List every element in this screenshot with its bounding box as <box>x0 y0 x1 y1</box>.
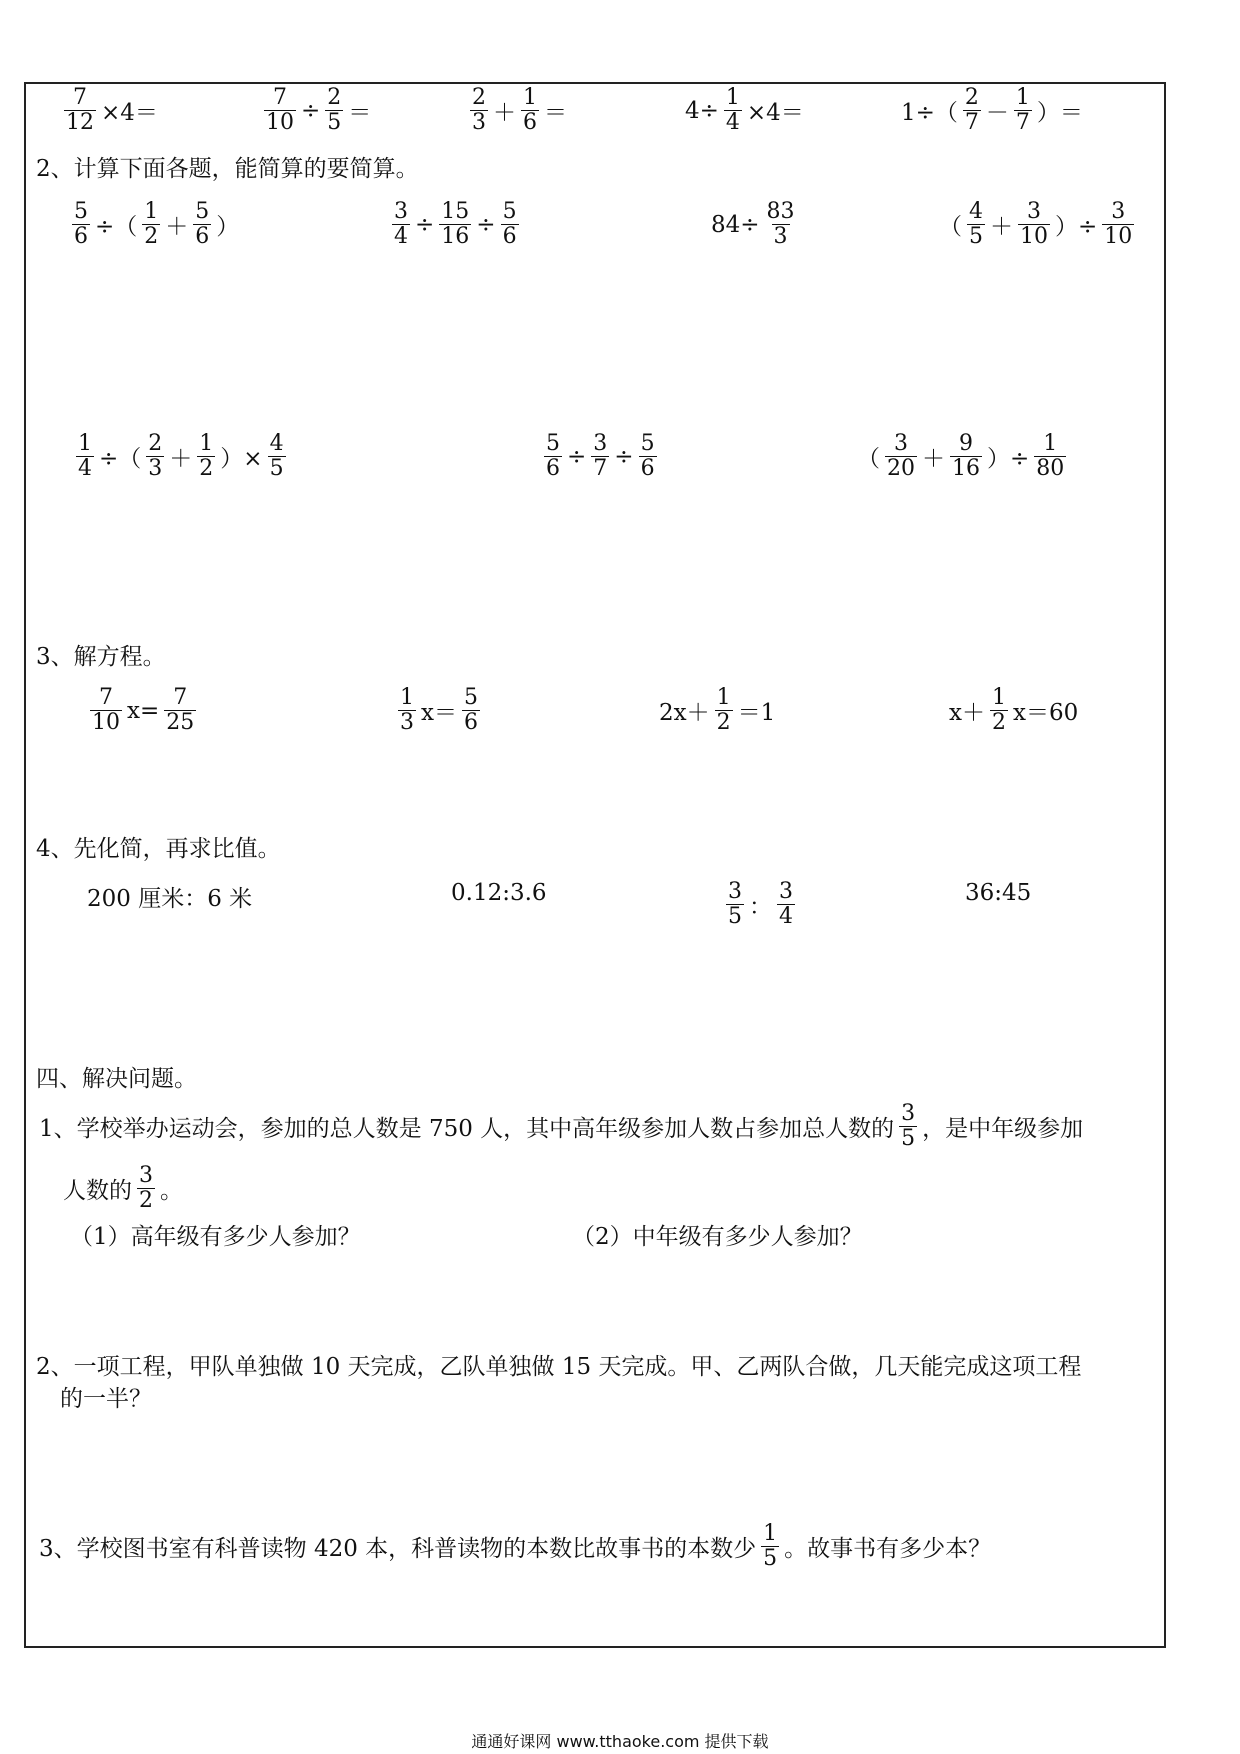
expr-sec3-2 <box>396 686 482 735</box>
denominator: 10 <box>92 710 120 735</box>
denominator: 7 <box>1015 110 1030 135</box>
denominator: 5 <box>763 1546 778 1571</box>
denominator: 4 <box>725 110 740 135</box>
fraction <box>715 686 733 735</box>
expr-text: x= <box>127 697 160 724</box>
denominator: 2 <box>716 710 731 735</box>
expr-text: x＝60 <box>1012 700 1079 726</box>
expr-text: ＋ <box>165 214 189 240</box>
expr-text: ÷ <box>415 211 435 238</box>
expr-text: 84÷ <box>711 211 760 238</box>
fraction <box>72 200 90 249</box>
expr-text: ）＝ <box>1036 100 1083 126</box>
expr-text: ÷（ <box>95 214 138 240</box>
expr-text: （ <box>939 214 962 240</box>
expr-text: ，是中年级参加 <box>922 1116 1084 1142</box>
section3-title: 3、解方程。 <box>36 644 166 670</box>
numerator: 2 <box>148 431 163 456</box>
numerator: 4 <box>269 431 284 456</box>
expr-text: ×4＝ <box>101 100 158 126</box>
part4-title: 四、解决问题。 <box>36 1066 197 1092</box>
expr-text: ÷（ <box>99 446 142 472</box>
footer-credit: 通通好课网 www.tthaoke.com 提供下载 <box>471 1732 769 1751</box>
expr-text: ＋ <box>922 446 945 472</box>
expr-sec2-r2-2 <box>542 432 659 481</box>
numerator: 1 <box>991 685 1006 710</box>
numerator: 1 <box>716 685 731 710</box>
expr-text: ）÷ <box>1055 214 1098 240</box>
numerator: 5 <box>640 431 655 456</box>
section4-title: 4、先化简，再求比值。 <box>36 836 281 862</box>
denominator: 4 <box>78 456 92 481</box>
expr-text: 1、学校举办运动会，参加的总人数是 750 人，其中高年级参加人数占参加总人数的 <box>39 1116 895 1142</box>
numerator: 3 <box>901 1101 916 1126</box>
fraction <box>967 200 985 249</box>
numerator: 1 <box>523 85 537 110</box>
numerator: 3 <box>1111 199 1126 224</box>
expr-sec4-1 <box>84 880 255 913</box>
numerator: 15 <box>441 199 470 224</box>
fraction <box>325 86 343 135</box>
denominator: 5 <box>327 110 342 135</box>
fraction <box>1102 200 1134 249</box>
expr-sec4-2 <box>448 880 550 906</box>
numerator: 3 <box>394 199 408 224</box>
denominator: 2 <box>991 710 1006 735</box>
numerator: 2 <box>472 85 486 110</box>
numerator: 83 <box>766 199 795 224</box>
fraction <box>1018 200 1050 249</box>
fraction <box>639 432 657 481</box>
fraction <box>521 86 539 135</box>
denominator: 25 <box>166 710 195 735</box>
expr-text: ÷ <box>567 443 587 470</box>
expr-sec3-3 <box>656 686 778 735</box>
denominator: 10 <box>266 110 294 135</box>
problem2-line1: 2、一项工程，甲队单独做 10 天完成，乙队单独做 15 天完成。甲、乙两队合做，几天能完成这项工程 <box>36 1354 1082 1380</box>
expr-text: ÷ <box>476 211 496 238</box>
problem3-line <box>36 1522 994 1571</box>
denominator: 10 <box>1020 224 1048 249</box>
fraction <box>398 686 416 735</box>
expr-text: ）× <box>220 446 263 472</box>
denominator: 6 <box>640 456 655 481</box>
numerator: 1 <box>1043 431 1058 456</box>
expr-text: 2x＋ <box>659 700 710 726</box>
numerator: 2 <box>964 85 979 110</box>
numerator: 3 <box>1027 199 1041 224</box>
denominator: 6 <box>463 710 478 735</box>
numerator: 3 <box>593 431 608 456</box>
expr-sec2-r1-3 <box>708 200 799 249</box>
numerator: 5 <box>502 199 517 224</box>
denominator: 6 <box>502 224 517 249</box>
denominator: 2 <box>139 1188 153 1213</box>
numerator: 7 <box>99 685 113 710</box>
numerator: 7 <box>173 685 188 710</box>
numerator: 1 <box>725 85 740 110</box>
expr-text: 200 厘米：6 米 <box>87 886 253 912</box>
expr-row1-3 <box>468 86 570 135</box>
fraction <box>501 200 519 249</box>
denominator: 3 <box>472 110 486 135</box>
fraction <box>724 86 742 135</box>
denominator: 5 <box>969 224 983 249</box>
denominator: 4 <box>779 904 793 929</box>
expr-text: ＝1 <box>737 700 776 726</box>
numerator: 3 <box>894 431 908 456</box>
expr-text: 人数的 <box>63 1178 132 1204</box>
denominator: 6 <box>74 224 88 249</box>
denominator: 3 <box>148 456 163 481</box>
fraction <box>544 432 562 481</box>
fraction <box>439 200 471 249</box>
denominator: 3 <box>400 710 414 735</box>
numerator: 5 <box>463 685 478 710</box>
fraction <box>462 686 480 735</box>
fraction <box>64 86 96 135</box>
expr-text: ＝ <box>348 100 372 126</box>
expr-text: 3、学校图书室有科普读物 420 本，科普读物的本数比故事书的本数少 <box>39 1536 757 1562</box>
expr-sec2-r1-2 <box>390 200 521 249</box>
fraction <box>899 1102 917 1151</box>
expr-row1-2 <box>262 86 374 135</box>
fraction <box>142 200 160 249</box>
expr-text: － <box>985 100 1009 126</box>
expr-text: 1÷（ <box>901 100 958 126</box>
section2-title: 2、计算下面各题，能简算的要简算。 <box>36 156 419 182</box>
denominator: 4 <box>394 224 408 249</box>
fraction <box>146 432 164 481</box>
numerator: 1 <box>144 199 159 224</box>
fraction <box>268 432 286 481</box>
numerator: 3 <box>139 1163 153 1188</box>
expr-text: 。 <box>160 1178 183 1204</box>
denominator: 7 <box>593 456 608 481</box>
expr-text: ）÷ <box>987 446 1030 472</box>
fraction <box>90 686 122 735</box>
fraction <box>392 200 410 249</box>
denominator: 16 <box>441 224 470 249</box>
numerator: 7 <box>273 85 287 110</box>
worksheet-frame <box>24 82 1166 1648</box>
fraction <box>470 86 488 135</box>
fraction <box>591 432 609 481</box>
numerator: 9 <box>959 431 973 456</box>
fraction <box>264 86 296 135</box>
expr-row1-1 <box>62 86 161 135</box>
numerator: 1 <box>78 431 92 456</box>
fraction <box>164 686 196 735</box>
expr-text: 36:45 <box>965 880 1032 906</box>
denominator: 20 <box>887 456 915 481</box>
denominator: 10 <box>1104 224 1133 249</box>
expr-text: 4÷ <box>685 97 719 124</box>
expr-sec2-r2-1 <box>74 432 288 481</box>
problem1-line1 <box>36 1102 1086 1151</box>
fraction <box>950 432 982 481</box>
denominator: 6 <box>546 456 560 481</box>
fraction <box>963 86 981 135</box>
expr-text: x＝ <box>421 700 457 726</box>
numerator: 1 <box>763 1521 778 1546</box>
fraction <box>1014 86 1032 135</box>
expr-text: 0.12:3.6 <box>451 880 547 906</box>
expr-text: ： <box>749 894 772 920</box>
fraction <box>197 432 215 481</box>
denominator: 6 <box>195 224 210 249</box>
numerator: 5 <box>546 431 560 456</box>
denominator: 2 <box>199 456 214 481</box>
expr-text: 。故事书有多少本？ <box>784 1536 992 1562</box>
expr-sec3-1 <box>88 686 198 735</box>
numerator: 1 <box>400 685 414 710</box>
expr-sec4-3 <box>724 880 797 929</box>
denominator: 6 <box>523 110 537 135</box>
denominator: 5 <box>901 1126 916 1151</box>
fraction <box>777 880 795 929</box>
expr-sec2-r2-3 <box>854 432 1068 481</box>
expr-sec3-4 <box>946 686 1081 735</box>
expr-row1-4 <box>682 86 807 135</box>
denominator: 7 <box>964 110 979 135</box>
denominator: 12 <box>66 110 94 135</box>
fraction <box>765 200 797 249</box>
problem1-line2 <box>60 1164 186 1213</box>
expr-text: （ <box>857 446 880 472</box>
problem1-sub1: （1）高年级有多少人参加？ <box>70 1224 361 1250</box>
fraction <box>76 432 94 481</box>
fraction <box>990 686 1008 735</box>
expr-row1-5 <box>898 86 1086 135</box>
fraction <box>726 880 744 929</box>
expr-text: ÷ <box>301 97 321 124</box>
numerator: 5 <box>74 199 88 224</box>
problem2-line2: 的一半？ <box>60 1386 152 1412</box>
expr-text: ×4＝ <box>746 100 804 126</box>
expr-text: ÷ <box>614 443 634 470</box>
numerator: 2 <box>327 85 342 110</box>
denominator: 5 <box>269 456 284 481</box>
problem1-sub2: （2）中年级有多少人参加？ <box>572 1224 863 1250</box>
expr-text: ） <box>216 214 240 240</box>
expr-sec2-r1-4 <box>936 200 1136 249</box>
denominator: 3 <box>773 224 788 249</box>
expr-text: x＋ <box>949 700 985 726</box>
fraction <box>885 432 917 481</box>
expr-sec2-r1-1 <box>70 200 242 249</box>
numerator: 7 <box>73 85 87 110</box>
numerator: 1 <box>199 431 214 456</box>
fraction <box>1034 432 1066 481</box>
fraction <box>137 1164 155 1213</box>
fraction <box>761 1522 779 1571</box>
numerator: 5 <box>195 199 210 224</box>
denominator: 16 <box>952 456 980 481</box>
denominator: 5 <box>728 904 742 929</box>
denominator: 80 <box>1036 456 1065 481</box>
expr-sec4-4 <box>962 880 1034 906</box>
fraction <box>193 200 211 249</box>
numerator: 1 <box>1015 85 1030 110</box>
expr-text: ＝ <box>544 100 567 126</box>
expr-text: ＋ <box>493 100 516 126</box>
expr-text: ＋ <box>990 214 1013 240</box>
expr-text: ＋ <box>169 446 193 472</box>
numerator: 3 <box>728 879 742 904</box>
numerator: 4 <box>969 199 983 224</box>
denominator: 2 <box>144 224 159 249</box>
numerator: 3 <box>779 879 793 904</box>
